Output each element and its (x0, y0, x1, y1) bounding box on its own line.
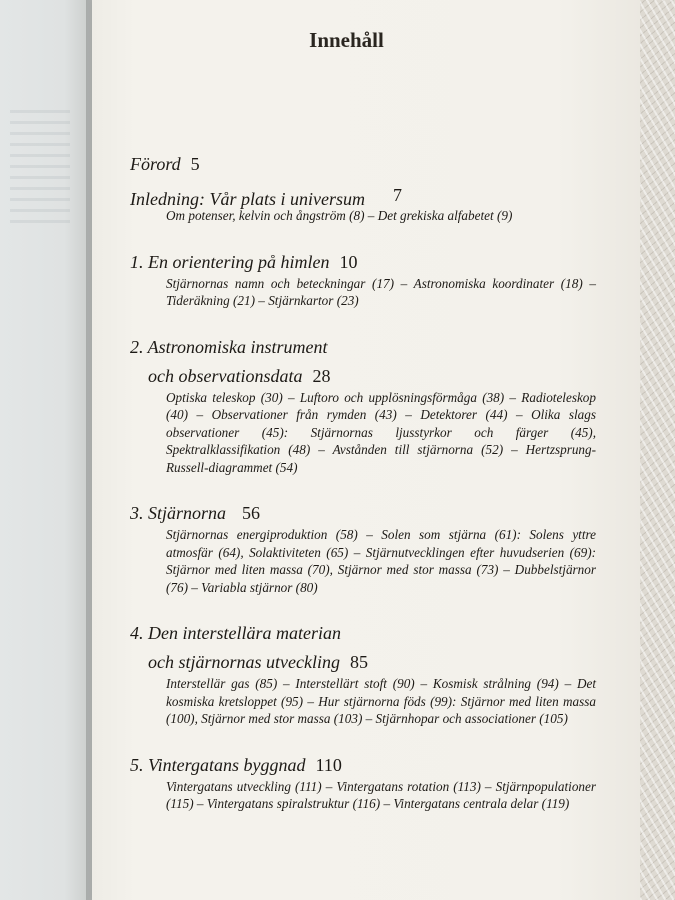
toc-page-number: 28 (312, 365, 331, 386)
toc-heading: 5. Vintergatans byggnad (130, 754, 306, 775)
toc-subentries: Om potenser, kelvin och ångström (8) – Det grekiska alfabetet (9) (166, 208, 513, 223)
toc-page-number: 10 (339, 251, 358, 272)
toc-subentries: Interstellär gas (85) – Interstellärt stoft (90) – Kosmisk strålning (94) – Det kosmiska kretsloppet (95) – Hur stjärnorna föds (99): Stjärnor med liten massa (100), Stjärnor med stor massa (103) – Stjärnhopar och associationer (105) (166, 676, 596, 726)
toc-subentries: Stjärnornas energiproduktion (58) – Solen som stjärna (61): Solens yttre atmosfär (64), Solaktiviteten (65) – Stjärnutvecklingen efter huvudserien (69): Stjärnor med liten massa (70), Stjärnor med stor massa (73) – Dubbelstjärnor (76) – Variabla stjärnor (80) (166, 527, 596, 595)
toc-page-number: 56 (242, 503, 261, 523)
page-title: Innehåll (309, 28, 384, 52)
toc-subentries: Stjärnornas namn och beteckningar (17) – Astronomiska koordinater (18) – Tideräkning (21) – Stjärnkartor (23) (166, 275, 596, 308)
toc-entry-chapter-5 (130, 754, 600, 813)
toc-heading: 4. Den interstellära materian (130, 623, 341, 643)
toc-subentries: Optiska teleskop (30) – Luftoro och upplösningsförmåga (38) – Radioteleskop (40) – Observationer från rymden (43) – Detektorer (44) – Olika slags observationer (45): Stjärnornas ljusstyrkor och färger (45), Spektralklassifikation (48) – Avstånden till stjärnorna (52) – Hertzsprung-Russell-diagrammet (54) (166, 389, 596, 475)
toc-entry-chapter-1 (130, 251, 600, 310)
toc-heading-cont: och stjärnornas utveckling (148, 652, 340, 672)
left-page (0, 0, 92, 900)
toc-entry-forord (130, 153, 600, 176)
toc-entry-inledning (130, 185, 600, 225)
table-of-contents (130, 153, 600, 813)
toc-page-number: 7 (392, 185, 402, 205)
left-page-text-shadow (10, 110, 70, 230)
toc-heading: 2. Astronomiska instrument (130, 336, 328, 357)
toc-page-number: 85 (349, 652, 368, 672)
toc-subentries: Vintergatans utveckling (111) – Vintergatans rotation (113) – Stjärnpopulationer (115) – Vintergatans spiralstruktur (116) – Vintergatans centrala delar (119) (166, 778, 596, 811)
toc-page-number: 110 (315, 754, 342, 775)
background-fabric (640, 0, 675, 900)
toc-heading: 1. En orientering på himlen (130, 251, 330, 272)
toc-heading: Inledning: Vår plats i universum (130, 189, 365, 209)
toc-page-number: 5 (190, 154, 200, 174)
toc-entry-chapter-4 (130, 622, 600, 728)
toc-entry-chapter-3 (130, 502, 600, 596)
toc-heading: Förord (130, 154, 181, 174)
toc-heading: 3. Stjärnorna (130, 503, 227, 523)
toc-heading-cont: och observationsdata (148, 365, 303, 386)
toc-entry-chapter-2 (130, 336, 600, 477)
